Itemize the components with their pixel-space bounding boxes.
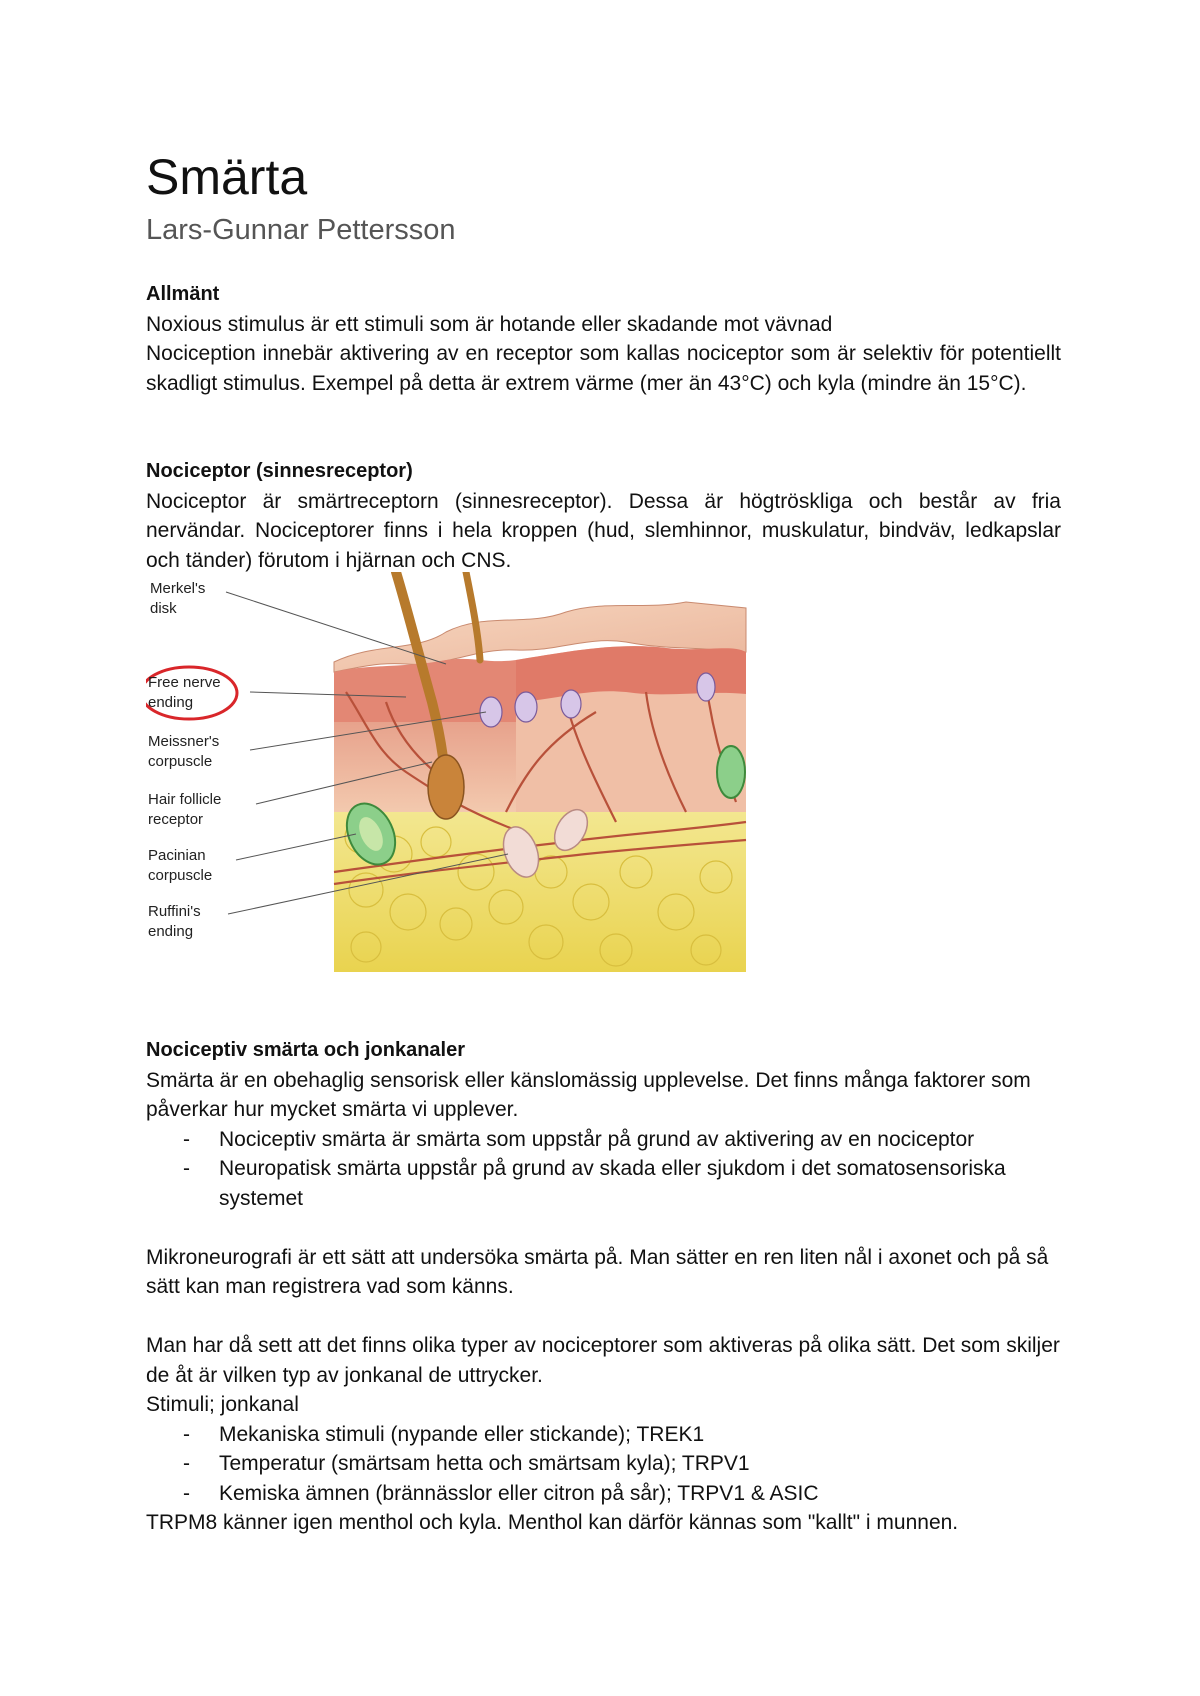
list-item: - Neuropatisk smärta uppstår på grund av skada eller sjukdom i det somatosensoriska systemet: [146, 1154, 1061, 1213]
paragraph: Mikroneurografi är ett sätt att undersöka smärta på. Man sätter en ren liten nål i axonet och på så sätt kan man registrera vad som känns.: [146, 1245, 1049, 1298]
paragraph: Man har då sett att det finns olika typer av nociceptorer som aktiveras på olika sätt. Det som skiljer de åt är vilken typ av jonkanal de uttrycker.: [146, 1334, 1060, 1387]
label-free-nerve: Free nerve ending: [148, 674, 221, 711]
section-heading: Allmänt: [146, 283, 220, 305]
hair-follicle: [428, 755, 464, 819]
bullet-list: [146, 1420, 1061, 1509]
list-item: - Nociceptiv smärta är smärta som uppstår på grund av aktivering av en nociceptor: [146, 1125, 1061, 1155]
paragraph: Smärta är en obehaglig sensorisk eller känslomässig upplevelse. Det finns många faktorer som påverkar hur mycket smärta vi upplever.: [146, 1068, 1031, 1121]
section-nociceptor: [146, 457, 1061, 575]
paragraph: Noxious stimulus är ett stimuli som är hotande eller skadande mot vävnad: [146, 312, 833, 336]
label-pacinian: Pacinian corpuscle: [148, 847, 213, 884]
author: Lars-Gunnar Pettersson: [146, 214, 456, 246]
skin-cross-section-illustration: [146, 572, 766, 1012]
section-heading: Nociceptor (sinnesreceptor): [146, 460, 413, 482]
list-item: - Temperatur (smärtsam hetta och smärtsam kyla); TRPV1: [146, 1449, 1061, 1479]
label-meissner: Meissner's corpuscle: [148, 733, 220, 770]
dermis: [334, 722, 516, 812]
paragraph: Nociceptor är smärtreceptorn (sinnesreceptor). Dessa är högtröskliga och består av fria nervändar. Nociceptorer finns i hela kroppen (hud, slemhinnor, muskulatur, bindväv, ledkapslar och tänder) förutom i hjärnan och CNS.: [146, 489, 1061, 572]
section-allmant: [146, 280, 1061, 398]
skin-receptor-figure: [146, 572, 766, 1012]
section-jonkanaler: [146, 1036, 1061, 1538]
list-item: - Kemiska ämnen (brännässlor eller citron på sår); TRPV1 & ASIC: [146, 1479, 1061, 1509]
paragraph: Stimuli; jonkanal: [146, 1393, 299, 1416]
paragraph: Nociception innebär aktivering av en receptor som kallas nociceptor som är selektiv för potentiellt skadligt stimulus. Exempel på detta är extrem värme (mer än 43°C) och kyla (mindre än 15°C).: [146, 342, 1061, 395]
label-hair-follicle: Hair follicle receptor: [148, 791, 222, 828]
page-title: Smärta: [146, 149, 308, 205]
paragraph: TRPM8 känner igen menthol och kyla. Menthol kan därför kännas som "kallt" i munnen.: [146, 1511, 959, 1534]
bullet-list: [146, 1125, 1061, 1214]
label-merkel: Merkel's disk: [150, 580, 206, 617]
section-heading: Nociceptiv smärta och jonkanaler: [146, 1039, 466, 1061]
label-ruffini: Ruffini's ending: [148, 903, 201, 940]
list-item: - Mekaniska stimuli (nypande eller stickande); TREK1: [146, 1420, 1061, 1450]
